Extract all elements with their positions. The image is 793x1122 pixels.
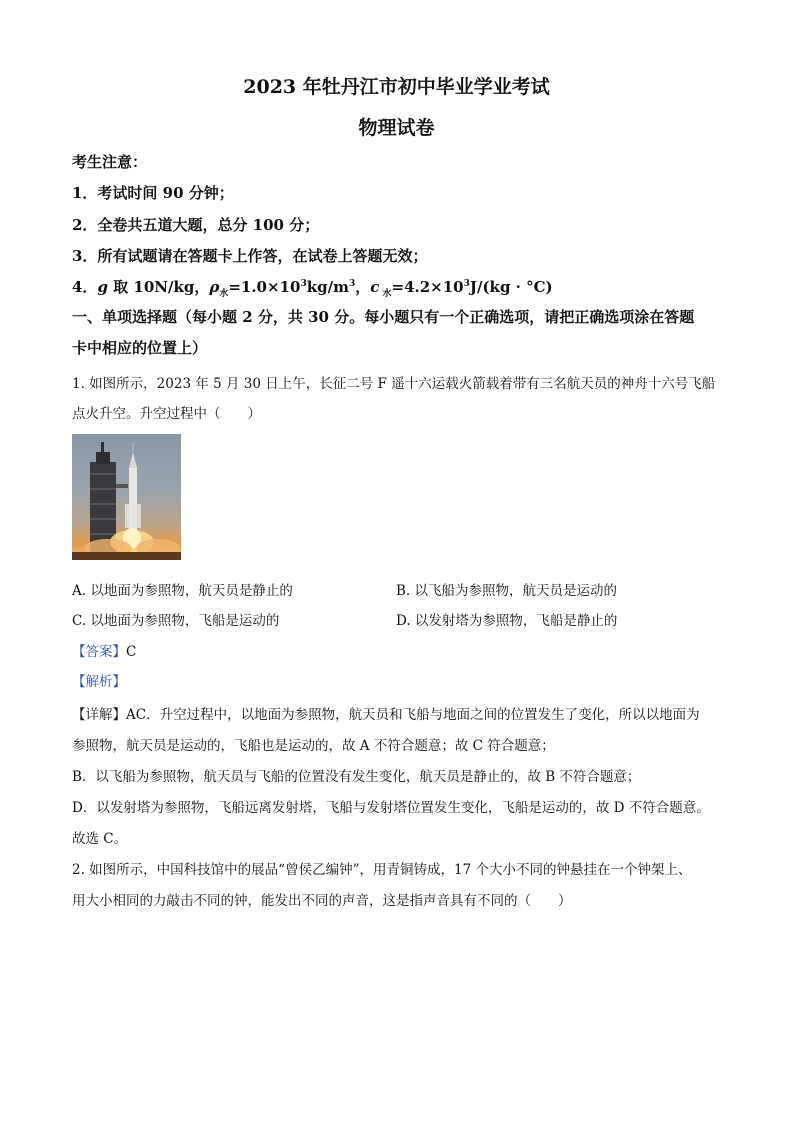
notice-item-1: 1．考试时间 90 分钟； — [72, 184, 234, 202]
notice-item-3: 3．所有试题请在答题卡上作答，在试卷上答题无效； — [72, 247, 428, 265]
q1-answer — [72, 640, 136, 660]
q1-detail-line-3: B．以飞船为参照物，航天员与飞船的位置没有发生变化，航天员是静止的，故 B 不符合题意； — [72, 769, 641, 785]
section-heading-line-1: 一、单项选择题（每小题 2 分，共 30 分。每小题只有一个正确选项，请把正确选项涂在答题 — [72, 308, 695, 326]
answer-tag: 【答案】 — [72, 644, 126, 660]
notice-item-2: 2．全卷共五道大题，总分 100 分； — [72, 216, 320, 234]
q2-stem-line-2: 用大小相同的力敲击不同的钟，能发出不同的声音，这是指声音具有不同的（ ） — [72, 893, 572, 909]
q2-stem-line-1: 2. 如图所示，中国科技馆中的展品“曾侯乙编钟”，用青铜铸成，17 个大小不同的钟悬挂在一个钟架上、 — [72, 862, 692, 878]
exam-subtitle: 物理试卷 — [358, 117, 435, 139]
answer-value: C — [126, 644, 137, 660]
notice-heading: 考生注意： — [72, 153, 148, 171]
q1-detail-line-2: 参照物，航天员是运动的，飞船也是运动的，故 A 不符合题意；故 C 符合题意； — [72, 738, 555, 754]
q1-option-b: B. 以飞船为参照物，航天员是运动的 — [396, 583, 618, 599]
rocket-launch-photo — [72, 434, 181, 560]
exam-title: 2023 年牡丹江市初中毕业学业考试 — [243, 76, 550, 98]
q1-detail-line-4: D．以发射塔为参照物，飞船远离发射塔，飞船与发射塔位置发生变化，飞船是运动的，故 D 不符合题意。 — [72, 800, 710, 816]
q1-conclusion: 故选 C。 — [72, 831, 128, 847]
q1-option-c: C. 以地面为参照物，飞船是运动的 — [72, 613, 280, 629]
q1-option-d: D. 以发射塔为参照物，飞船是静止的 — [396, 613, 618, 629]
q1-stem-line-2: 点火升空。升空过程中（ ） — [72, 406, 261, 422]
q1-stem-line-1: 1. 如图所示，2023 年 5 月 30 日上午，长征二号 F 遥十六运载火箭载着带有三名航天员的神舟十六号飞船 — [72, 376, 716, 392]
rocket-launch-illustration — [72, 434, 181, 560]
analysis-tag: 【解析】 — [72, 674, 126, 690]
notice-item-4: 4．g 取 10N/kg，$\rho_水=1.0\times 10^3kg/m^3$，c $_水=4.2\times 10^3J/(kg \cdot ^\circ C)$ — [72, 278, 553, 299]
section-heading-line-2: 卡中相应的位置上） — [72, 339, 208, 357]
q1-option-a: A. 以地面为参照物，航天员是静止的 — [72, 583, 293, 599]
q1-detail-line-1: 【详解】AC．升空过程中，以地面为参照物，航天员和飞船与地面之间的位置发生了变化，所以以地面为 — [72, 707, 700, 723]
